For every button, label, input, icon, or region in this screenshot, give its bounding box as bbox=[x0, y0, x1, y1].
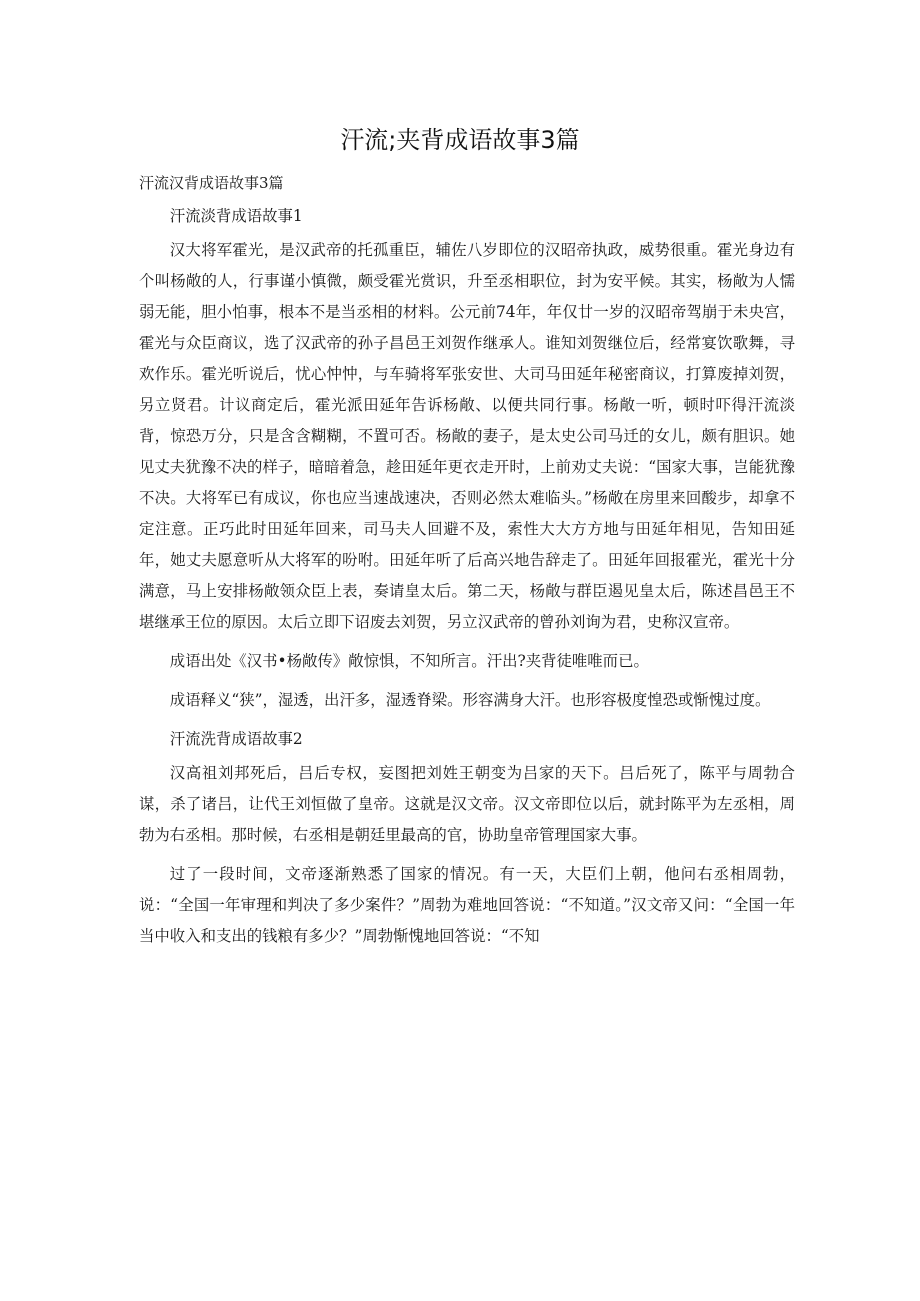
idiom-source-paragraph: 成语出处《汉书•杨敞传》敞惊惧，不知所言。汗出?夹背徒唯唯而已。 bbox=[169, 652, 649, 670]
story-paragraph: 过了一段时间，文帝逐渐熟悉了国家的情况。有一天，大臣们上朝，他问右丞相周勃，说：“全国一年审理和判决了多少案件？”周勃为难地回答说：“不知道。”汉文帝又问：“全国一年当中收入和支出的钱粮有多少？”周勃惭愧地回答说：“不知 bbox=[139, 865, 795, 945]
story-paragraph: 汉大将军霍光，是汉武帝的托孤重臣，辅佐八岁即位的汉昭帝执政，威势很重。霍光身边有个叫杨敞的人，行事谨小慎微，颇受霍光赏识，升至丞相职位，封为安平候。其实，杨敞为人懦弱无能，胆小怕事，根本不是当丞相的材料。公元前74年，年仅廿一岁的汉昭帝驾崩于未央宫，霍光与众臣商议，选了汉武帝的孙子昌邑王刘贺作继承人。谁知刘贺继位后，经常宴饮歌舞，寻欢作乐。霍光听说后，忧心忡忡，与车骑将军张安世、大司马田延年秘密商议，打算废掉刘贺，另立贤君。计议商定后，霍光派田延年告诉杨敞、以便共同行事。杨敞一听，顿时吓得汗流淡背，惊恐万分，只是含含糊糊，不置可否。杨敞的妻子，是太史公司马迁的女儿，颇有胆识。她见丈夫犹豫不决的样子，暗暗着急，趁田延年更衣走开时，上前劝丈夫说：“国家大事，岂能犹豫不决。大将军已有成议，你也应当速战速决，否则必然太难临头。”杨敞在房里来回酸步，却拿不定注意。正巧此时田延年回来，司马夫人回避不及，索性大大方方地与田延年相见，告知田延年，她丈夫愿意听从大将军的吩咐。田延年听了后高兴地告辞走了。田延年回报霍光，霍光十分满意，马上安排杨敞领众臣上表，奏请皇太后。第二天，杨敞与群臣遏见皇太后，陈述昌邑王不堪继承王位的原因。太后立即下诏废去刘贺，另立汉武帝的曾孙刘询为君，史称汉宣帝。 bbox=[139, 241, 795, 631]
story-paragraph: 汉高祖刘邦死后，吕后专权，妄图把刘姓王朝变为吕家的天下。吕后死了，陈平与周勃合谋，杀了诸吕，让代王刘恒做了皇帝。这就是汉文帝。汉文帝即位以后，就封陈平为左丞相，周勃为右丞相。那时候，右丞相是朝廷里最高的官，协助皇帝管理国家大事。 bbox=[139, 764, 795, 844]
document-subtitle: 汗流汉背成语故事3篇 bbox=[139, 174, 284, 192]
document-body bbox=[139, 201, 795, 952]
section-heading-1: 汗流淡背成语故事1 bbox=[169, 207, 303, 225]
section-heading-2: 汗流洗背成语故事2 bbox=[169, 730, 303, 748]
idiom-meaning-paragraph: 成语释义“狭”，湿透，出汗多，湿透脊梁。形容满身大汗。也形容极度惶恐或惭愧过度。 bbox=[169, 691, 771, 709]
document-title: 汗流;夹背成语故事3篇 bbox=[340, 126, 580, 154]
